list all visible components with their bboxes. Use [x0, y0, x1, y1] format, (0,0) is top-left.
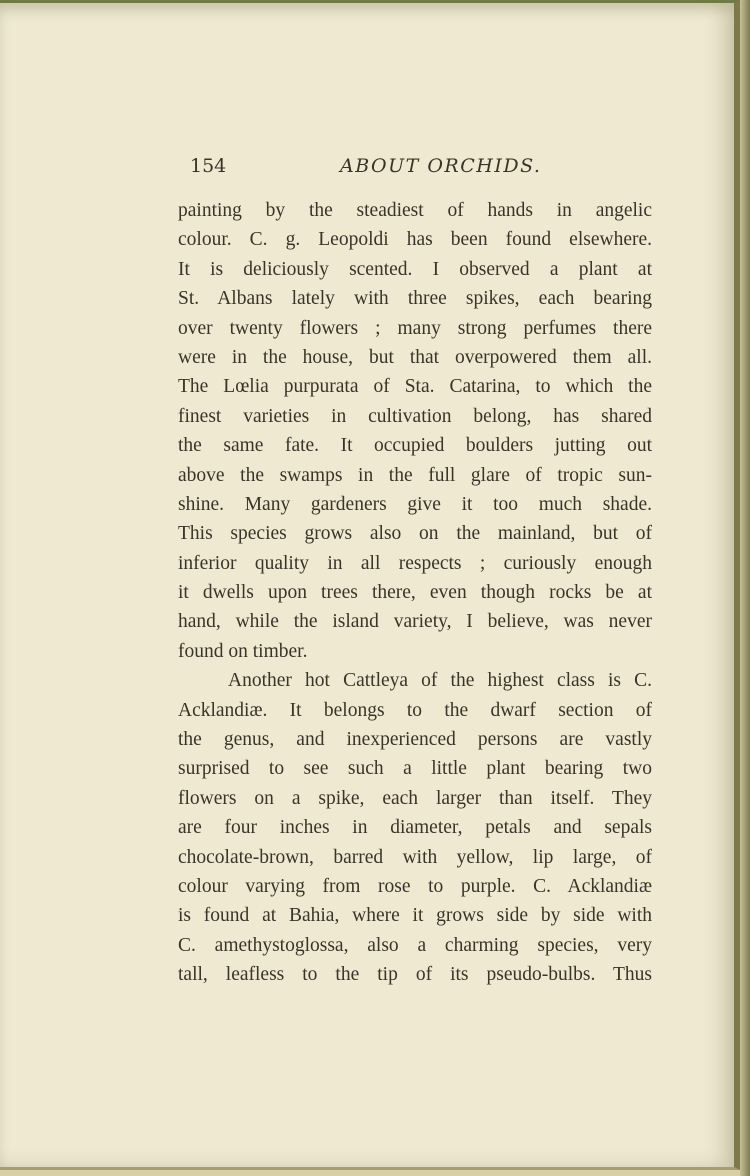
running-head	[190, 155, 660, 181]
text-line: painting by the steadiest of hands in angelic	[178, 200, 652, 221]
text-line: St. Albans lately with three spikes, each bearing	[178, 288, 652, 310]
running-title: ABOUT ORCHIDS.	[340, 155, 542, 177]
text-line: The Lœlia purpurata of Sta. Catarina, to which the	[178, 376, 652, 398]
text-line: over twenty flowers ; many strong perfumes there	[178, 317, 652, 339]
text-line: above the swamps in the full glare of tropic sun-	[178, 464, 652, 486]
text-line: hand, while the island variety, I believe, was never	[178, 611, 652, 633]
text-line: found on timber.	[178, 640, 308, 662]
text-line: Acklandiæ. It belongs to the dwarf section of	[178, 699, 652, 721]
text-line: Another hot Cattleya of the highest class is C.	[228, 670, 652, 692]
page-edge	[740, 0, 750, 1176]
text-line: finest varieties in cultivation belong, has shared	[178, 405, 652, 427]
text-line: This species grows also on the mainland, but of	[178, 523, 652, 545]
text-line: the same fate. It occupied boulders jutting out	[178, 435, 652, 457]
text-line: surprised to see such a little plant bearing two	[178, 758, 652, 780]
text-line: It is deliciously scented. I observed a plant at	[178, 258, 652, 280]
text-line: tall, leafless to the tip of its pseudo-bulbs. Thus	[178, 964, 652, 986]
text-line: it dwells upon trees there, even though rocks be at	[178, 582, 652, 604]
text-line: were in the house, but that overpowered them all.	[178, 346, 652, 368]
text-line: colour. C. g. Leopoldi has been found elsewhere.	[178, 229, 652, 251]
page-number: 154	[190, 155, 227, 177]
body-text	[178, 196, 652, 990]
text-line: inferior quality in all respects ; curiously enough	[178, 552, 652, 574]
text-line: are four inches in diameter, petals and sepals	[178, 817, 652, 839]
text-line: chocolate-brown, barred with yellow, lip large, of	[178, 846, 652, 868]
text-line: C. amethystoglossa, also a charming species, very	[178, 934, 652, 956]
text-line: is found at Bahia, where it grows side by side with	[178, 905, 652, 927]
text-line: colour varying from rose to purple. C. Acklandiæ	[178, 875, 652, 897]
text-line: the genus, and inexperienced persons are vastly	[178, 729, 652, 751]
text-line: flowers on a spike, each larger than itself. They	[178, 787, 652, 809]
text-line: shine. Many gardeners give it too much shade.	[178, 493, 652, 515]
